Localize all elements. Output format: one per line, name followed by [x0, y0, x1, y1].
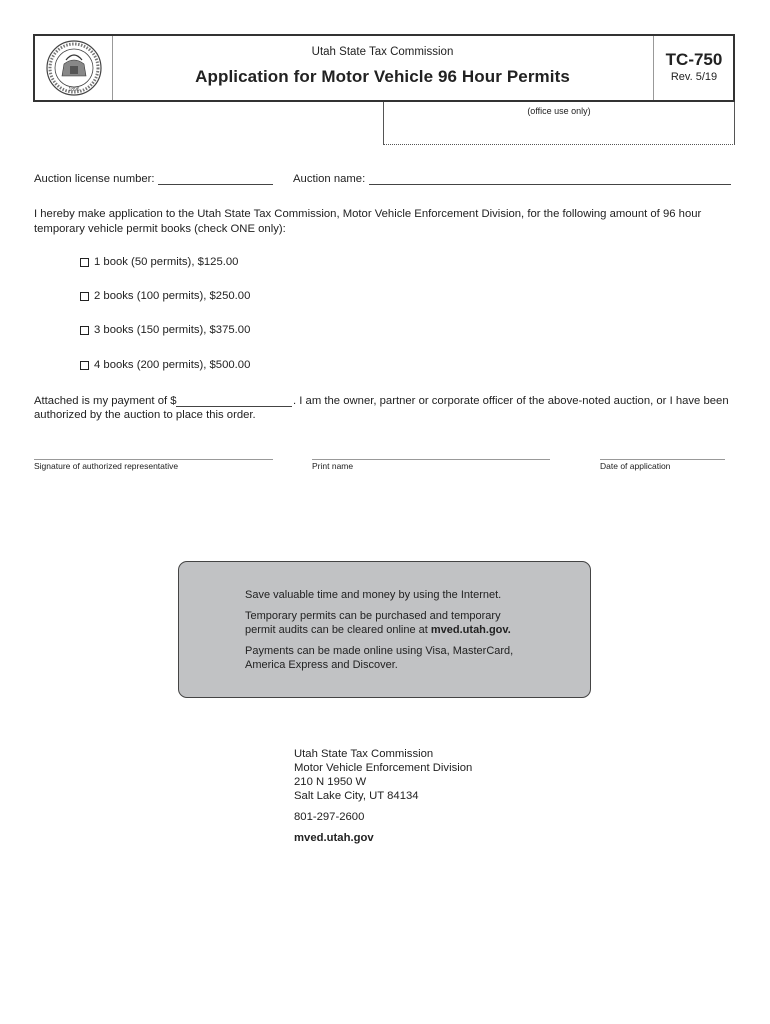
form-revision: Rev. 5/19 — [670, 71, 718, 83]
address-line-4: Salt Lake City, UT 84134 — [294, 790, 419, 802]
seal-cell — [35, 36, 113, 100]
form-number: TC-750 — [665, 50, 723, 69]
auction-name-label: Auction name: — [293, 173, 366, 185]
mailing-address — [294, 747, 472, 845]
online-info-box — [178, 561, 591, 698]
signature-line[interactable] — [34, 459, 273, 460]
office-use-label: (office use only) — [527, 106, 591, 116]
option-label: 1 book (50 permits), $125.00 — [94, 256, 239, 268]
online-info-text — [245, 588, 513, 679]
intro-line-1: I hereby make application to the Utah State Tax Commission, Motor Vehicle Enforcement Division, for the following amount of 96 hour — [34, 208, 702, 220]
website[interactable]: mved.utah.gov — [294, 832, 374, 844]
website-link[interactable]: mved.utah.gov. — [430, 624, 511, 636]
office-use-box — [383, 102, 735, 145]
form-number-cell — [653, 36, 734, 100]
checkbox[interactable] — [80, 361, 89, 370]
option-2-books[interactable] — [80, 290, 250, 302]
intro-line-2: temporary vehicle permit books (check ONE only): — [34, 223, 286, 235]
print-name-label: Print name — [312, 461, 354, 471]
checkbox[interactable] — [80, 326, 89, 335]
address-line-2: Motor Vehicle Enforcement Division — [294, 762, 473, 774]
option-4-books[interactable] — [80, 359, 250, 371]
signature-label: Signature of authorized representative — [34, 461, 179, 471]
date-line[interactable] — [600, 459, 725, 460]
info-line-4: Payments can be made online using Visa, MasterCard, — [245, 645, 514, 657]
info-line-2: Temporary permits can be purchased and temporary — [245, 610, 501, 622]
form-title: Application for Motor Vehicle 96 Hour Permits — [195, 67, 570, 86]
info-line-1: Save valuable time and money by using the Internet. — [245, 589, 502, 601]
print-name-line[interactable] — [312, 459, 550, 460]
option-label: 2 books (100 permits), $250.00 — [94, 290, 251, 302]
payment-amount-field[interactable] — [176, 394, 292, 407]
auction-name-field[interactable] — [369, 172, 731, 185]
address-line-1: Utah State Tax Commission — [294, 748, 434, 760]
option-3-books[interactable] — [80, 324, 250, 336]
payment-statement-line-2: authorized by the auction to place this order. — [34, 409, 256, 421]
payment-prefix: Attached is my payment of $ — [34, 395, 177, 407]
address-line-3: 210 N 1950 W — [294, 776, 367, 788]
phone-number: 801-297-2600 — [294, 811, 365, 823]
info-line-3: permit audits can be cleared online at mved.utah.gov. — [245, 624, 511, 636]
auction-license-label: Auction license number: — [34, 173, 155, 185]
checkbox[interactable] — [80, 292, 89, 301]
date-label: Date of application — [600, 461, 671, 471]
payment-statement: . I am the owner, partner or corporate officer of the above-noted auction, or I have been — [293, 395, 729, 407]
option-label: 3 books (150 permits), $375.00 — [94, 324, 251, 336]
intro-paragraph — [34, 207, 734, 237]
agency-name: Utah State Tax Commission — [311, 46, 454, 58]
info-line-5: America Express and Discover. — [245, 659, 398, 671]
svg-text:1896: 1896 — [67, 87, 80, 93]
auction-license-field[interactable] — [158, 172, 273, 185]
utah-state-seal-icon — [42, 38, 106, 98]
option-label: 4 books (200 permits), $500.00 — [94, 359, 251, 371]
checkbox[interactable] — [80, 258, 89, 267]
form-header — [33, 34, 735, 102]
option-1-book[interactable] — [80, 256, 238, 268]
